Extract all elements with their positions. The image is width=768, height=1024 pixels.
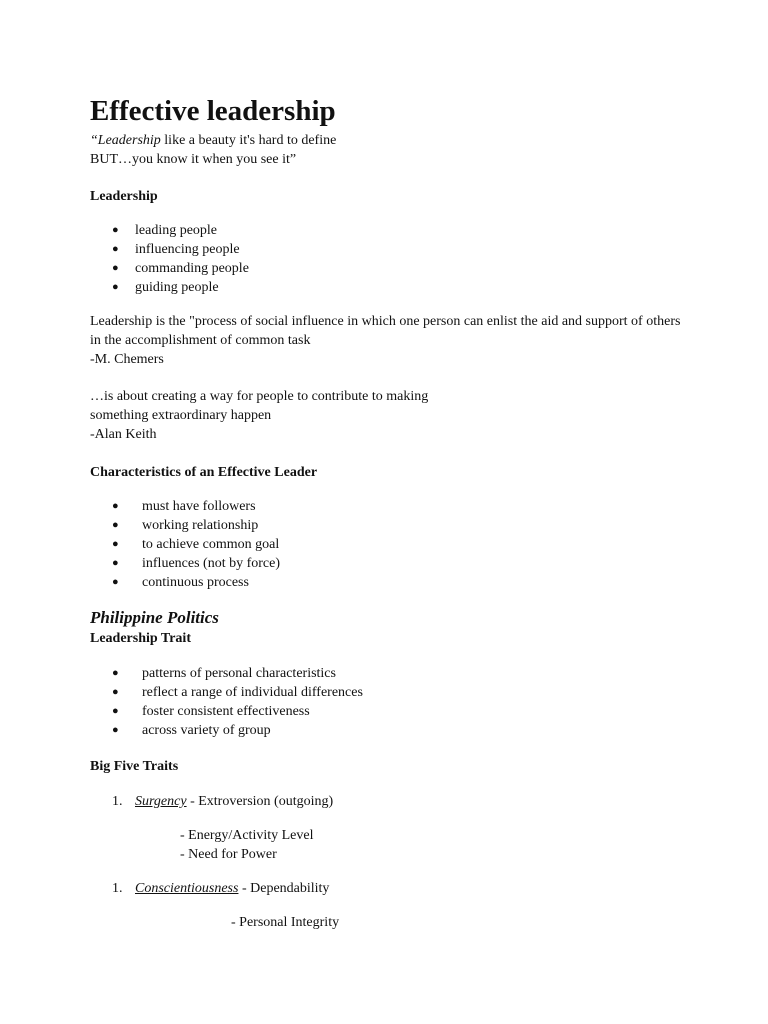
list-item: ● to achieve common goal [112,537,280,552]
bullet-icon: ● [112,224,119,236]
bullet-icon: ● [112,243,119,255]
bullet-icon: ● [112,500,119,512]
definition-line-2: in the accomplishment of common task [90,333,311,348]
list-item: ● foster consistent effectiveness [112,704,310,719]
bullet-icon: ● [112,262,119,274]
bullet-icon: ● [112,686,119,698]
bullet-icon: ● [112,281,119,293]
quote-line-1-rest: like a beauty it's hard to define [160,133,337,148]
list-item: ● guiding people [112,280,219,295]
list-item: ● must have followers [112,499,256,514]
keith-line-2: something extraordinary happen [90,408,272,423]
list-item: ● influencing people [112,242,240,257]
bullet-icon: ● [112,724,119,736]
leadership-trait-list [90,664,690,740]
trait-description: - Extroversion (outgoing) [186,794,334,809]
list-number: 1. [112,881,123,896]
trait-line [135,879,329,898]
quote-line-2: BUT…you know it when you see it” [90,152,297,167]
trait-name: Conscientiousness [135,881,239,896]
trait-description: - Dependability [238,881,330,896]
characteristics-heading: Characteristics of an Effective Leader [90,465,318,480]
leadership-heading: Leadership [90,189,158,204]
keith-attribution: -Alan Keith [90,427,157,442]
list-item: ● across variety of group [112,723,271,738]
bullet-icon: ● [112,519,119,531]
list-item: ● influences (not by force) [112,556,280,571]
bullet-icon: ● [112,557,119,569]
list-item: ● commanding people [112,261,249,276]
list-item: ● patterns of personal characteristics [112,666,336,681]
big-five-heading: Big Five Traits [90,759,179,774]
list-item: ● working relationship [112,518,259,533]
characteristics-list [90,497,690,592]
quote-line-1 [90,131,336,150]
page-title: Effective leadership [90,95,336,127]
trait-item-conscientiousness [90,879,690,898]
trait-sub-item: - Need for Power [180,847,277,862]
trait-sub-item: - Energy/Activity Level [180,828,314,843]
trait-name: Surgency [135,794,187,809]
list-number: 1. [112,794,123,809]
bullet-icon: ● [112,538,119,550]
list-item: ● reflect a range of individual differences [112,685,363,700]
keith-line-1: …is about creating a way for people to contribute to making [90,389,429,404]
trait-item-surgency [90,792,690,811]
bullet-icon: ● [112,576,119,588]
leadership-list [90,221,690,297]
list-item: ● leading people [112,223,218,238]
bullet-icon: ● [112,705,119,717]
bullet-icon: ● [112,667,119,679]
politics-heading: Philippine Politics [90,608,219,627]
trait-line [135,792,333,811]
definition-attribution: -M. Chemers [90,352,164,367]
trait-sub-item: - Personal Integrity [231,915,340,930]
list-item: ● continuous process [112,575,249,590]
quote-open: “ [90,133,98,148]
quote-emphasis: Leadership [97,133,161,148]
leadership-trait-heading: Leadership Trait [90,631,191,646]
definition-line-1: Leadership is the "process of social influence in which one person can enlist the aid and support of others [90,314,681,329]
